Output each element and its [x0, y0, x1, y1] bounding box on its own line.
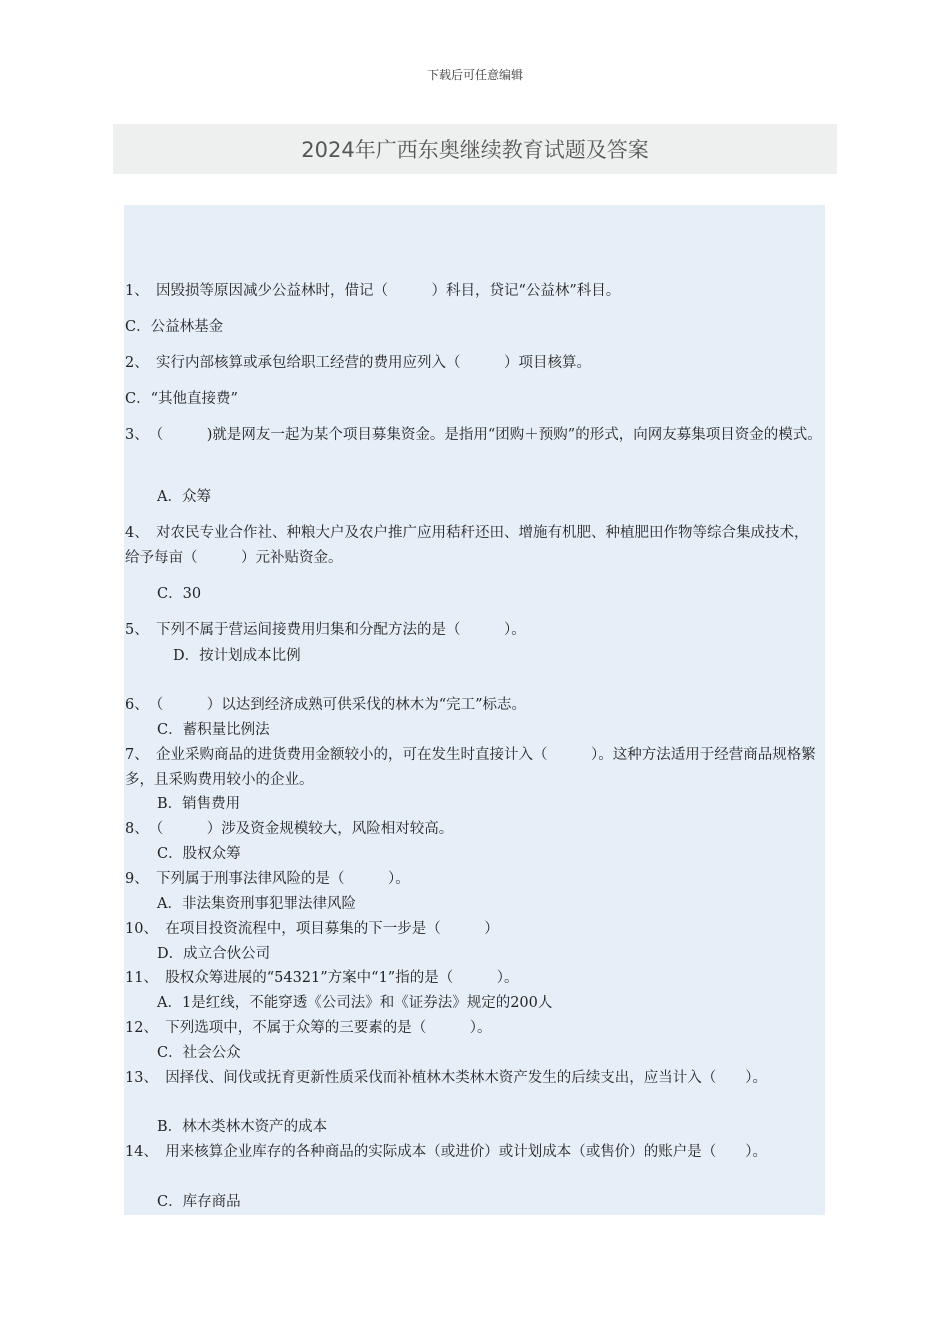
question-11: 11、 股权众筹进展的“54321”方案中“1”指的是（ ）。: [125, 970, 519, 986]
question-6: 6、 （ ）以达到经济成熟可供采伐的林木为“完工”标志。: [125, 697, 527, 713]
question-2: 2、 实行内部核算或承包给职工经营的费用应列入（ ）项目核算。: [125, 355, 591, 371]
answer-8: C．股权众筹: [157, 846, 241, 862]
question-14: 14、 用来核算企业库存的各种商品的实际成本（或进价）或计划成本（或售价）的账户是（ ）。: [125, 1144, 767, 1160]
page-title: 2024年广西东奥继续教育试题及答案: [301, 138, 649, 162]
answer-1: C．公益林基金: [125, 319, 224, 335]
answer-9: A．非法集资刑事犯罪法律风险: [157, 896, 356, 912]
answer-14: C．库存商品: [157, 1194, 241, 1210]
question-5: 5、 下列不属于营运间接费用归集和分配方法的是（ ）。: [125, 622, 526, 638]
question-3: 3、 （ )就是网友一起为某个项目募集资金。是指用“团购＋预购”的形式，向网友募集项目资金的模式。: [125, 427, 822, 443]
answer-5: D．按计划成本比例: [173, 648, 301, 664]
answer-2: C．“其他直接费”: [125, 391, 238, 407]
title-bar: [113, 124, 837, 174]
question-13: 13、 因择伐、间伐或抚育更新性质采伐而补植林木类林木资产发生的后续支出，应当计入（ ）。: [125, 1070, 767, 1086]
answer-3: A．众筹: [157, 489, 211, 505]
question-12: 12、 下列选项中，不属于众筹的三要素的是（ ）。: [125, 1020, 492, 1036]
question-9: 9、 下列属于刑事法律风险的是（ ）。: [125, 871, 410, 887]
answer-6: C．蓄积量比例法: [157, 722, 270, 738]
question-8: 8、 （ ）涉及资金规模较大，风险相对较高。: [125, 821, 454, 837]
answer-12: C．社会公众: [157, 1045, 241, 1061]
question-10: 10、 在项目投资流程中，项目募集的下一步是（ ）: [125, 921, 499, 937]
question-7: 7、 企业采购商品的进货费用金额较小的，可在发生时直接计入（ ）。这种方法适用于经营商品规格繁多，且采购费用较小的企业。: [125, 747, 816, 788]
answer-7: B．销售费用: [157, 796, 241, 812]
qa-panel: [124, 205, 825, 1215]
answer-10: D．成立合伙公司: [157, 946, 271, 962]
header-note: 下载后可任意编辑: [426, 68, 523, 82]
answer-4: C．30: [157, 586, 202, 602]
answer-11: A．1是红线，不能穿透《公司法》和《证券法》规定的200人: [157, 995, 553, 1011]
question-4: 4、 对农民专业合作社、种粮大户及农户推广应用秸秆还田、增施有机肥、种植肥田作物等综合集成技术，给予每亩（ ）元补贴资金。: [125, 525, 809, 566]
answer-13: B．林木类林木资产的成本: [157, 1119, 328, 1135]
question-1: 1、 因毁损等原因减少公益林时，借记（ ）科目，贷记“公益林”科目。: [125, 283, 621, 299]
